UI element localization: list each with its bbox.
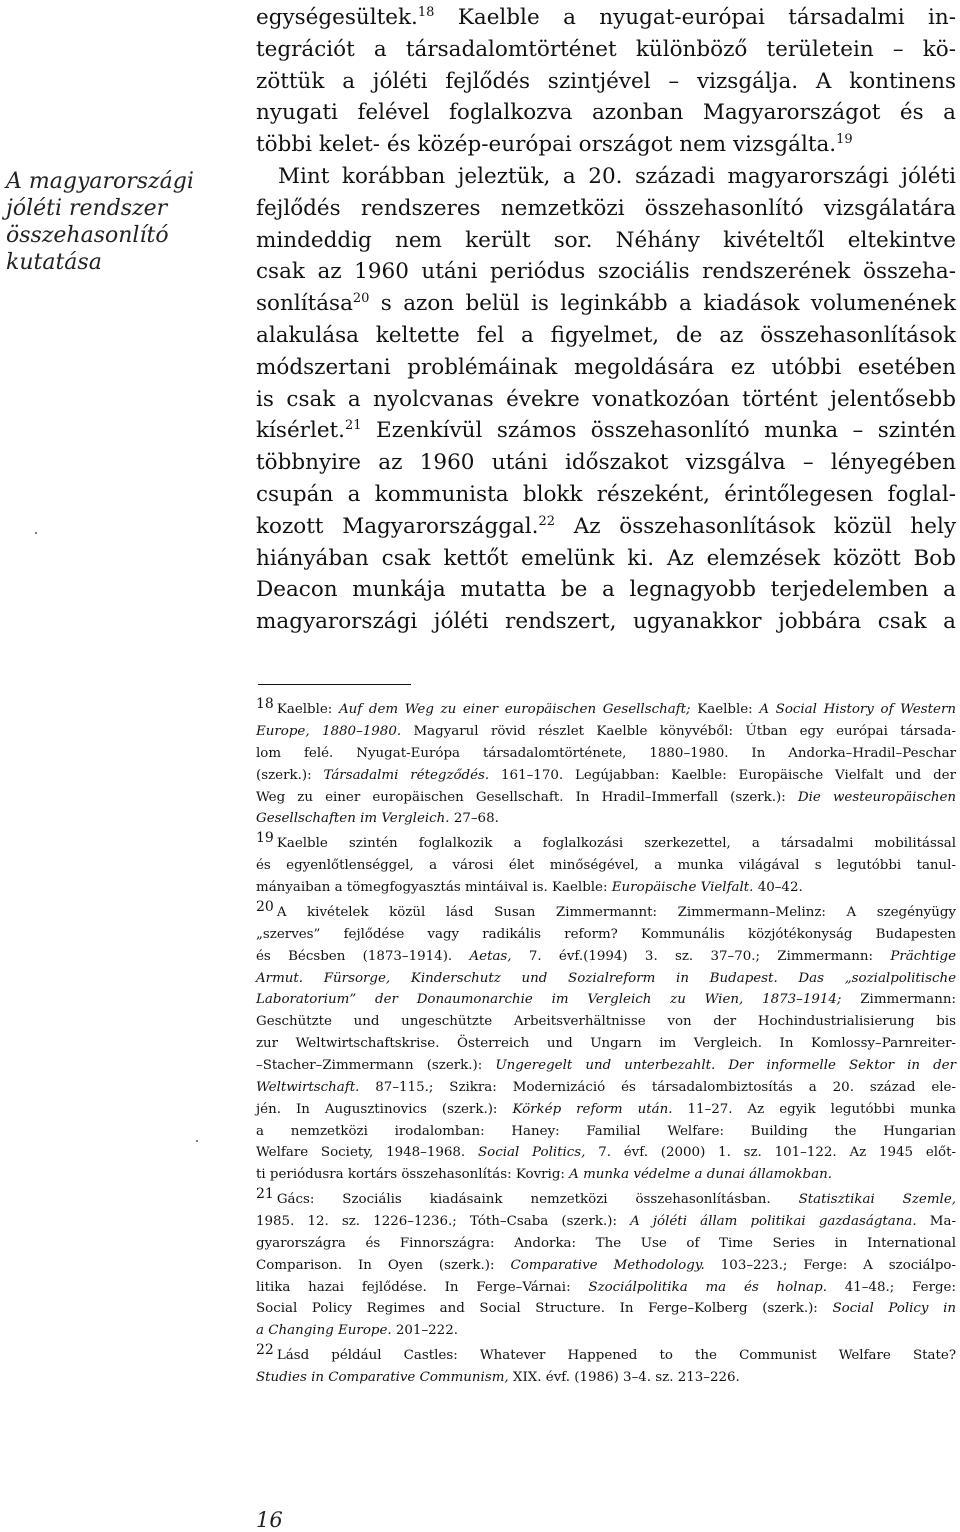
footnote-line: lom felé. Nyugat-Európa társadalomtörténete, 1880–1980. In Andorka–Hradil–Peschar — [256, 745, 956, 761]
footnote-20: 20 A kivételek közül lásd Susan Zimmermannt: Zimmermann–Melinz: A szegényügy — [256, 898, 956, 920]
scan-speck — [35, 532, 37, 534]
footnote-line: Europe, 1880–1980. Magyarul rövid részlet Kaelble könyvéből: Útban egy európai társada- — [256, 724, 956, 739]
footnote-line: „szerves” fejlődése vagy radikális reform? Kommunális közjótékonyság Budapesten — [256, 926, 956, 942]
footnote-ref-21[interactable]: 21 — [345, 418, 362, 434]
footnote-18: 18 Kaelble: Auf dem Weg zu einer europäischen Gesellschaft; Kaelble: A Social History of Western — [256, 696, 956, 717]
footnote-line: Comparison. In Oyen (szerk.): Comparative Methodology. 103–223.; Ferge: A szociálpo- — [256, 1257, 956, 1273]
text-line: kísérlet.$^{21}$ Ezenkívül számos összehasonlító munka – szintén — [256, 418, 956, 444]
scan-speck — [196, 1140, 198, 1142]
footnote-number: 22 — [256, 1342, 274, 1359]
footnote-line: Welfare Society, 1948–1968. Social Politics, 7. évf. (2000) 1. sz. 101–122. Az 1945 előt- — [256, 1145, 956, 1161]
text-line: tegrációt a társadalomtörténet különböző területein – kö- — [256, 36, 956, 62]
main-text — [256, 2, 956, 638]
margin-note-line: A magyarországi — [6, 169, 194, 194]
footnote-ref-22[interactable]: 22 — [538, 513, 556, 529]
footnote-line: Gesellschaften im Vergleich. 27–68. — [256, 811, 499, 827]
footnote-line: zur Weltwirtschaftskrise. Österreich und Ungarn im Vergleich. In Komlossy–Parnreiter- — [256, 1036, 956, 1052]
text-line: többnyire az 1960 utáni időszakot vizsgálva – lényegében — [256, 450, 956, 476]
footnote-line: és Bécsben (1873–1914). Aetas, 7. évf.(1994) 3. sz. 37–70.; Zimmermann: Prächtige — [256, 948, 956, 964]
text-line: sonlítása$^{20}$ s azon belül is leginkább a kiadások volumenének — [256, 291, 956, 317]
text-line: kozott Magyarországgal.$^{22}$ Az összehasonlítások közül hely — [256, 513, 956, 539]
text-line: magyarországi jóléti rendszert, ugyanakkor jobbára csak a — [256, 609, 956, 635]
footnote-line: litika hazai fejlődése. In Ferge–Várnai: Szociálpolitika ma és holnap. 41–48.; Ferge: — [256, 1279, 956, 1295]
footnote-line: Social Policy Regimes and Social Structure. In Ferge–Kolberg (szerk.): Social Policy in — [256, 1301, 957, 1317]
footnote-line: 1985. 12. sz. 1226–1236.; Tóth–Csaba (szerk.): A jóléti állam politikai gazdaságtana. Ma- — [256, 1214, 957, 1230]
text-line: csupán a kommunista blokk részeként, érintőlegesen foglal- — [256, 481, 956, 507]
footnote-line: a Changing Europe. 201–222. — [256, 1323, 458, 1339]
text-line: Mint korábban jeleztük, a 20. századi magyarországi jóléti — [278, 163, 956, 189]
footnote-divider — [258, 684, 411, 685]
footnote-number: 18 — [256, 696, 274, 712]
text-line: módszertani problémáinak megoldására ez utóbbi esetében — [256, 354, 956, 380]
footnote-line: Geschützte und ungeschützte Arbeitsverhältnisse von der Hochindustrialisierung bis — [256, 1014, 956, 1030]
margin-note-line: jóléti rendszer — [6, 196, 168, 221]
footnote-line: Laboratorium” der Donaumonarchie im Vergleich zu Wien, 1873–1914; Zimmermann: — [256, 992, 956, 1008]
text-line: hiányában csak kettőt emelünk ki. Az elemzések között Bob — [256, 545, 956, 571]
footnote-line: (szerk.): Társadalmi rétegződés. 161–170. Legújabban: Kaelble: Europäische Vielfalt und der — [256, 767, 956, 783]
footnote-ref-18[interactable]: 18 — [417, 5, 435, 20]
text-line: csak az 1960 utáni periódus szociális rendszerének összeha- — [256, 259, 956, 285]
text-line: zöttük a jóléti fejlődés szintjével – vizsgálja. A kontinens — [256, 68, 956, 94]
footnote-line: és egyenlőtlenséggel, a városi élet minőségével, a munka világával s legutóbbi tanul- — [256, 858, 956, 874]
footnote-22: 22 Lásd például Castles: Whatever Happened to the Communist Welfare State? — [256, 1342, 956, 1364]
footnote-line: a nemzetközi irodalomban: Haney: Familial Welfare: Building the Hungarian — [256, 1123, 956, 1139]
footnote-line: gyarországra és Finnországra: Andorka: The Use of Time Series in International — [256, 1235, 956, 1251]
footnote-ref-19[interactable]: 19 — [836, 132, 853, 148]
footnote-line: Studies in Comparative Communism, XIX. évf. (1986) 3–4. sz. 213–226. — [256, 1370, 740, 1386]
footnote-line: jén. In Augusztinovics (szerk.): Körkép reform után. 11–27. Az egyik legutóbbi munka — [256, 1101, 956, 1117]
footnotes — [256, 696, 956, 1389]
footnote-line: mányaiban a tömegfogyasztás mintáival is. Kaelble: Europäische Vielfalt. 40–42. — [256, 880, 803, 896]
footnote-ref-20[interactable]: 20 — [352, 291, 370, 307]
margin-note-line: kutatása — [6, 250, 102, 275]
footnote-number: 21 — [256, 1186, 274, 1203]
footnote-21: 21 Gács: Szociális kiadásaink nemzetközi összehasonlításban. Statisztikai Szemle, — [256, 1186, 956, 1208]
text-line: többi kelet- és közép-európai országot nem vizsgálta.$^{19}$ — [256, 132, 853, 158]
text-line: egységesültek.$^{18}$ Kaelble a nyugat-európai társadalmi in- — [256, 5, 956, 30]
footnote-line: Weg zu einer europäischen Gesellschaft. In Hradil–Immerfall (szerk.): Die westeuropäischen — [256, 789, 956, 805]
text-line: alakulása keltette fel a figyelmet, de az összehasonlítások — [256, 322, 956, 348]
footnote-line: ti periódusra kortárs összehasonlítás: Kovrig: A munka védelme a dunai államokban. — [256, 1167, 832, 1183]
text-line: Deacon munkája mutatta be a legnagyobb terjedelemben a — [256, 577, 956, 603]
text-line: fejlődés rendszeres nemzetközi összehasonlító vizsgálatára — [256, 195, 956, 221]
footnote-19: 19 Kaelble szintén foglalkozik a foglalkozási szerkezettel, a társadalmi mobilitással — [256, 830, 956, 852]
footnote-number: 20 — [256, 898, 274, 915]
page-number: 16 — [256, 1508, 283, 1532]
text-line: mindeddig nem került sor. Néhány kivételtől eltekintve — [256, 227, 956, 253]
margin-note-line: összehasonlító — [6, 223, 169, 248]
footnote-number: 19 — [256, 830, 274, 847]
text-line: is csak a nyolcvanas évekre vonatkozóan történt jelentősebb — [256, 386, 956, 412]
footnote-line: Weltwirtschaft. 87–115.; Szikra: Modernizáció és társadalombiztosítás a 20. század ele- — [256, 1079, 956, 1095]
footnote-line: –Stacher–Zimmermann (szerk.): Ungeregelt und unterbezahlt. Der informelle Sektor in der — [256, 1057, 956, 1073]
text-line: nyugati felével foglalkozva azonban Magyarországot és a — [256, 100, 956, 126]
footnote-line: Armut. Fürsorge, Kinderschutz und Sozialreform in Budapest. Das „sozialpolitische — [256, 970, 956, 986]
margin-note — [6, 168, 232, 276]
